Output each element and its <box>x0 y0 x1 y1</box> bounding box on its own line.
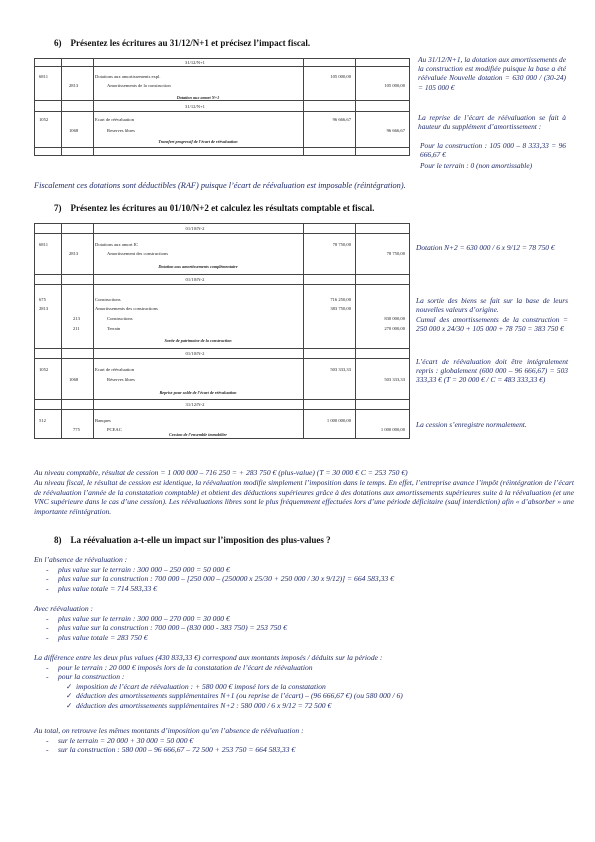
account-number: 675 <box>39 297 46 302</box>
list-item: - sur le terrain = 20 000 + 30 000 = 50 000 € <box>34 736 579 746</box>
check-item: ✓ déduction des amortissements supplémentaires N+2 : 580 000 / 6 x 9/12 = 72 500 € <box>66 700 332 710</box>
entry-description: Dotation aux amort N+1 <box>176 95 220 100</box>
account-number: 1068 <box>69 377 79 382</box>
list-item: - plus value sur le terrain : 300 000 – 250 000 = 50 000 € <box>34 565 579 575</box>
checkmark-icon: ✓ <box>66 691 73 701</box>
entry-label: Reserves libres <box>107 128 135 133</box>
q8-title: 8) La réévaluation a-t-elle un impact sur l’imposition des plus-values ? <box>54 535 331 545</box>
debit-amount: 78 750,00 <box>332 242 351 247</box>
debit-amount: 716 250,00 <box>330 297 351 302</box>
debit-amount: 503 333,33 <box>330 367 351 372</box>
entry-label: Amortissements des constructions <box>95 306 158 311</box>
account-number: 775 <box>73 427 80 432</box>
entry-description: Dotation aux amortissements complémentaire <box>158 264 238 269</box>
account-number: 2813 <box>69 83 79 88</box>
entry-label: Banques <box>95 418 111 423</box>
checkmark-icon: ✓ <box>66 681 73 691</box>
entry-description: Reprise pour solde de l’écart de réévaluation <box>159 390 237 395</box>
account-number: 1068 <box>69 128 79 133</box>
journal-date: 01/10/N-2 <box>185 226 205 231</box>
q8-absence-heading: En l’absence de réévaluation : <box>34 555 128 564</box>
q7-title: 7) Présentez les écritures au 01/10/N+2 et calculez les résultats comptable et fiscal. <box>54 203 375 213</box>
q6-comment-terrain: Pour le terrain : 0 (non amortissable) <box>420 161 533 170</box>
credit-amount: 830 000,00 <box>384 316 405 321</box>
journal-date: 31/12/N+1 <box>185 104 205 109</box>
debit-amount: 1 000 000,00 <box>326 418 351 423</box>
entry-label: Constructions <box>107 316 133 321</box>
list-item: - plus value sur la construction : 700 000 – (830 000 - 383 750) = 253 750 € <box>34 623 579 633</box>
journal-date: 01/10/N-2 <box>185 277 205 282</box>
debit-amount: 105 000,00 <box>330 74 351 79</box>
debit-amount: 96 666,67 <box>332 117 351 122</box>
account-number: 2813 <box>39 306 49 311</box>
account-number: 6811 <box>39 74 49 79</box>
journal-q7 <box>34 223 410 439</box>
entry-label: Amortissements de la construction <box>107 83 171 88</box>
q6-title: 6) Présentez les écritures au 31/12/N+1 et précisez l’impact fiscal. <box>54 38 311 48</box>
entry-description: Sortie de patrimoine de la construction <box>164 338 232 343</box>
account-number: 6811 <box>39 242 49 247</box>
q8-avec-section <box>34 604 579 642</box>
entry-label: Dotations aux amort IC <box>95 242 139 247</box>
entry-description: Cession de l’ensemble immobilier <box>168 432 228 437</box>
entry-label: Réserves libres <box>107 377 135 382</box>
q7-comment-dotation: Dotation N+2 = 630 000 / 6 x 9/12 = 78 750 € <box>416 243 555 252</box>
list-item: - pour le terrain : 20 000 € imposés lors de la constatation de l’écart de réévaluation <box>34 663 579 673</box>
journal-date: 31/12/N-2 <box>185 402 205 407</box>
q8-total-heading: Au total, on retrouve les mêmes montants d’imposition qu’en l’absence de réévaluation : <box>34 726 304 735</box>
entry-label: PCEAC <box>107 427 122 432</box>
q8-difference-heading: La différence entre les deux plus values (430 833,33 €) correspond aux montants imposés / déduits sur la période : <box>34 653 383 662</box>
list-item: - pour la construction : <box>34 672 579 682</box>
list-item: - plus value sur la construction : 700 000 – [250 000 – (250000 x 25/30 + 250 000 / 30 x 9/12)] = 664 583,33 € <box>34 574 579 584</box>
q6-fiscal-note: Fiscalement ces dotations sont déductibles (RAF) puisque l’écart de réévaluation est imposable (réintégration). <box>34 181 406 190</box>
list-item: - sur la construction : 580 000 – 96 666,67 – 72 500 + 253 750 = 664 583,33 € <box>34 745 579 755</box>
credit-amount: 1 000 000,00 <box>380 427 405 432</box>
list-item: - plus value totale = 714 583,33 € <box>34 584 579 594</box>
credit-amount: 78 750,00 <box>386 251 405 256</box>
q7-comptable-result: Au niveau comptable, résultat de cession = 1 000 000 – 716 250 = + 283 750 € (plus-value) (T = 30 000 € C = 253 750 €) <box>34 468 408 477</box>
entry-label: Constructions <box>95 297 121 302</box>
entry-label: Amortissement des constructions <box>107 251 168 256</box>
journal-date: 01/10/N-2 <box>185 351 205 356</box>
q6-comment-dotation: Au 31/12/N+1, la dotation aux amortissements de la construction est modifiée puisque la base a été réévaluée Nouvelle dotation = 630 000 / (30-24) = 105 000 € <box>418 55 566 92</box>
debit-amount: 383 750,00 <box>330 306 351 311</box>
q7-fiscal-result: Au niveau fiscal, le résultat de cession est identique, la réévaluation modifie simplement l’imposition dans le temps. En effet, l’entreprise avance l’impôt (réintégration de l’écart de réévaluation l’année de la constatation comptable) et obtient des déductions supérieures grâce à des dotations aux amortissements supérieures suite à la réévaluation (et une VNC supérieure dans le cas d’une cession). Les réévaluations libres sont le plus fréquemment effectuées lors d’une période déficitaire (sauf interdiction) afin « d’absorber » une importante réintégration. <box>34 478 574 516</box>
q7-comment-sortie: La sortie des biens se fait sur la base de leurs nouvelles valeurs d’origine. <box>416 296 568 315</box>
account-number: 213 <box>73 316 80 321</box>
q7-comment-ecart: L’écart de réévaluation doit être intégralement repris : globalement (600 000 – 96 666,67) = 503 333,33 € (T = 20 000 € / C = 483 333,33 €) <box>416 357 568 385</box>
entry-label: Dotations aux amortissements expl. <box>95 74 161 79</box>
entry-label: Ecart de réévaluation <box>95 367 135 372</box>
credit-amount: 96 666,67 <box>386 128 405 133</box>
q8-absence-section <box>34 555 579 593</box>
account-number: 2813 <box>69 251 79 256</box>
credit-amount: 270 000,00 <box>384 326 405 331</box>
entry-label: Terrain <box>107 326 121 331</box>
checkmark-icon: ✓ <box>66 700 73 710</box>
entry-label: Ecart de réévaluation <box>95 117 135 122</box>
entry-description: Transfert progressif de l’écart de réévaluation <box>158 139 238 144</box>
account-number: 1052 <box>39 117 49 122</box>
account-number: 1052 <box>39 367 49 372</box>
credit-amount: 105 000,00 <box>384 83 405 88</box>
q8-total-section <box>34 726 579 755</box>
check-item: ✓ déduction des amortissements supplémentaires N+1 (ou reprise de l’écart) – (96 666,67 €) (ou 580 000 / 6) <box>66 691 403 701</box>
credit-amount: 503 333,33 <box>384 377 405 382</box>
list-item: - plus value sur le terrain : 300 000 – 270 000 = 30 000 € <box>34 614 579 624</box>
q6-comment-reprise: La reprise de l’écart de réévaluation se fait à hauteur du supplément d’amortissement : <box>418 113 566 132</box>
check-item: ✓ imposition de l’écart de réévaluation : + 580 000 € imposé lors de la constatation <box>66 681 326 691</box>
q6-comment-construction: Pour la construction : 105 000 – 8 333,33 = 96 666,67 € <box>420 141 566 160</box>
journal-q6 <box>34 58 410 156</box>
q7-comment-cumul: Cumul des amortissements de la construction = 250 000 x 24/30 + 105 000 + 78 750 = 383 750 € <box>416 315 568 334</box>
account-number: 512 <box>39 418 46 423</box>
q8-avec-heading: Avec réévaluation : <box>34 604 94 613</box>
q7-comment-cession: La cession s’enregistre normalement. <box>416 420 527 429</box>
journal-date: 31/12/N+1 <box>185 60 205 65</box>
q8-difference-section <box>34 653 579 711</box>
list-item: - plus value totale = 283 750 € <box>34 633 579 643</box>
account-number: 211 <box>73 326 80 331</box>
